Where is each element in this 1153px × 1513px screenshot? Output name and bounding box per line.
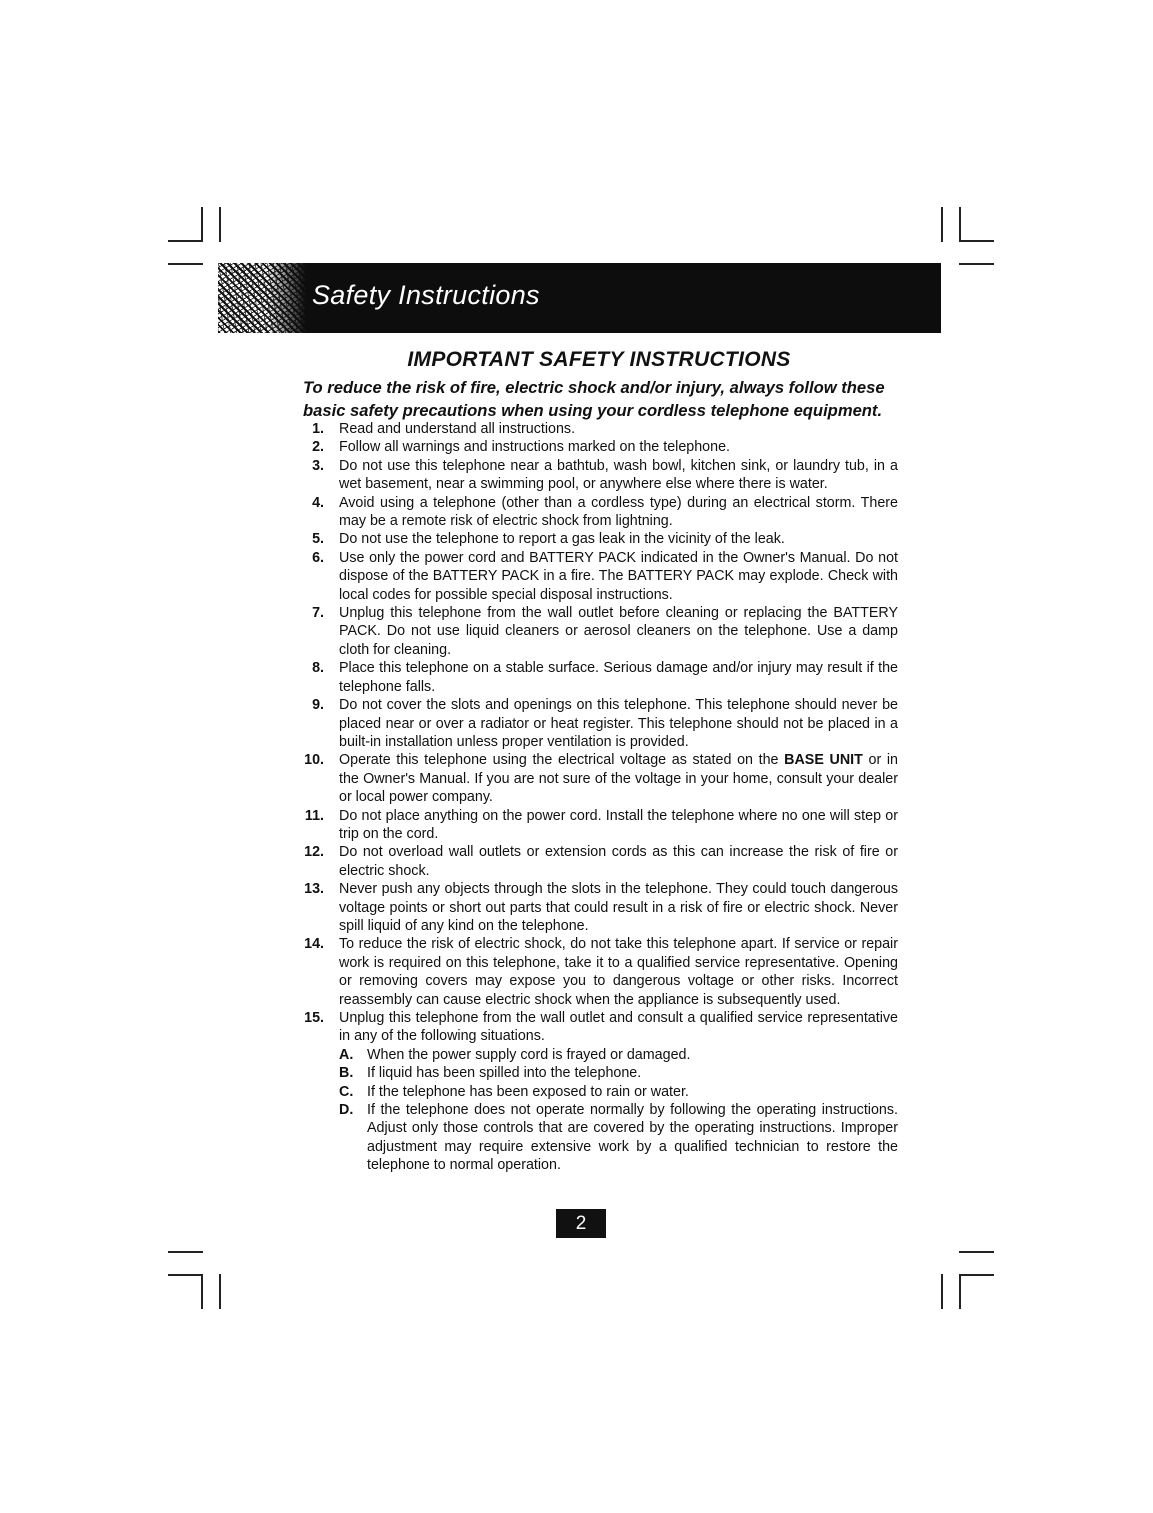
page-heading: IMPORTANT SAFETY INSTRUCTIONS [407, 348, 791, 371]
list-item [300, 880, 898, 935]
crop-mark [959, 207, 961, 242]
decorative-pattern [218, 263, 306, 333]
list-item [300, 438, 898, 456]
item-number: 13. [304, 881, 324, 898]
item-number: 5. [312, 531, 324, 548]
sub-item-letter: A. [339, 1046, 354, 1063]
item-text: Read and understand all instructions. [339, 421, 576, 437]
item-text: Do not use the telephone to report a gas leak in the vicinity of the leak. [339, 531, 785, 548]
item-text: Avoid using a telephone (other than a cordless type) during an electrical storm. There may be a remote risk of electric shock from lightning. [339, 494, 898, 530]
sub-item-letter: B. [339, 1065, 354, 1082]
item-text: Unplug this telephone from the wall outlet before cleaning or replacing the BATTERY PACK. Do not use liquid cleaners or aerosol cleaners on the telephone. Use a damp cloth for cleaning. [339, 605, 898, 658]
sub-item-letter: D. [339, 1102, 354, 1119]
list-item [300, 696, 898, 751]
item-text: Do not overload wall outlets or extension cords as this can increase the risk of fire or electric shock. [339, 844, 898, 879]
list-item [300, 457, 898, 494]
item-number: 4. [312, 494, 324, 511]
sub-item-text: If liquid has been spilled into the telephone. [367, 1065, 642, 1082]
sub-list-item [339, 1046, 898, 1064]
crop-mark [168, 240, 203, 242]
item-number: 3. [312, 457, 324, 474]
list-item [300, 935, 898, 1009]
item-text: Do not place anything on the power cord. Install the telephone where no one will step or trip on the cord. [339, 807, 898, 842]
item-number: 10. [304, 752, 324, 769]
section-header [218, 263, 941, 333]
list-item [300, 807, 898, 844]
crop-mark [959, 240, 994, 242]
list-item [300, 604, 898, 659]
sub-item-letter: C. [339, 1083, 354, 1100]
sub-item-text: When the power supply cord is frayed or damaged. [367, 1046, 691, 1063]
crop-mark [219, 1274, 221, 1309]
crop-mark [168, 1251, 203, 1253]
item-text: Do not cover the slots and openings on this telephone. This telephone should never be placed near or over a radiator or heat register. This telephone should not be placed in a built-in installation unless proper ventilation is provided. [339, 697, 898, 750]
item-text: Unplug this telephone from the wall outlet and consult a qualified service representative in any of the following situations. [339, 1010, 898, 1045]
item-number: 6. [312, 549, 324, 566]
intro-paragraph: To reduce the risk of fire, electric shock and/or injury, always follow these basic safety precautions when using your cordless telephone equipment. [303, 378, 885, 420]
item-text: Place this telephone on a stable surface. Serious damage and/or injury may result if the telephone falls. [339, 660, 898, 695]
item-number: 14. [304, 936, 324, 953]
list-item [300, 549, 898, 604]
item-number: 15. [304, 1010, 324, 1026]
item-number: 1. [312, 421, 324, 437]
crop-mark [219, 207, 221, 242]
list-item [300, 530, 898, 548]
crop-mark [168, 263, 203, 265]
crop-mark [941, 207, 943, 242]
item-number: 11. [304, 807, 324, 824]
sub-item-text: If the telephone does not operate normally by following the operating instructions. Adjust only those controls that are covered by the operating instructions. Improper adjustment may require extensive work by a qualified technician to restore the telephone to normal operation. [367, 1102, 898, 1174]
list-item [300, 494, 898, 531]
item-text: Do not use this telephone near a bathtub, wash bowl, kitchen sink, or laundry tub, in a wet basement, near a swimming pool, or anywhere else where there is water. [339, 457, 898, 493]
list-item [300, 751, 898, 806]
item-text: Operate this telephone using the electrical voltage as stated on the [339, 752, 785, 769]
sub-list-item [339, 1101, 898, 1175]
item-text: Follow all warnings and instructions marked on the telephone. [339, 439, 731, 456]
sub-item-text: If the telephone has been exposed to rain or water. [367, 1083, 689, 1100]
item-text: To reduce the risk of electric shock, do not take this telephone apart. If service or repair work is required on this telephone, take it to a qualified service representative. Opening or removing covers may expose you to dangerous voltage or other risks. Incorrect reassembly can cause electric shock when the appliance is subsequently used. [339, 936, 898, 1008]
list-item [300, 843, 898, 880]
crop-mark [201, 1274, 203, 1309]
item-number: 9. [312, 697, 324, 714]
crop-mark [959, 1274, 961, 1309]
item-number: 8. [312, 660, 324, 677]
crop-mark [168, 1274, 203, 1276]
list-item [300, 420, 898, 438]
page-number: 2 [556, 1209, 606, 1238]
instructions-list [300, 420, 898, 1175]
item-number: 2. [312, 439, 324, 456]
crop-mark [941, 1274, 943, 1309]
item-number: 12. [304, 844, 324, 861]
list-item [300, 659, 898, 696]
crop-mark [959, 1251, 994, 1253]
item-text: or in the Owner's Manual. If you are not sure of the voltage in your home, consult your dealer or local power company. [339, 752, 898, 806]
item-number: 7. [312, 605, 324, 622]
sub-list-item [339, 1064, 898, 1082]
list-item [300, 1009, 898, 1175]
item-text-emphasis: BASE UNIT [784, 752, 863, 769]
sub-list-item [339, 1083, 898, 1101]
item-text: Never push any objects through the slots in the telephone. They could touch dangerous voltage points or short out parts that could result in a risk of fire or electric shock. Never spill liquid of any kind on the telephone. [339, 881, 898, 934]
section-title: Safety Instructions [312, 280, 540, 310]
crop-mark [201, 207, 203, 242]
crop-mark [959, 1274, 994, 1276]
crop-mark [959, 263, 994, 265]
item-text: Use only the power cord and BATTERY PACK indicated in the Owner's Manual. Do not dispose of the BATTERY PACK in a fire. The BATTERY PACK may explode. Check with local codes for possible special disposal instructions. [339, 549, 898, 603]
